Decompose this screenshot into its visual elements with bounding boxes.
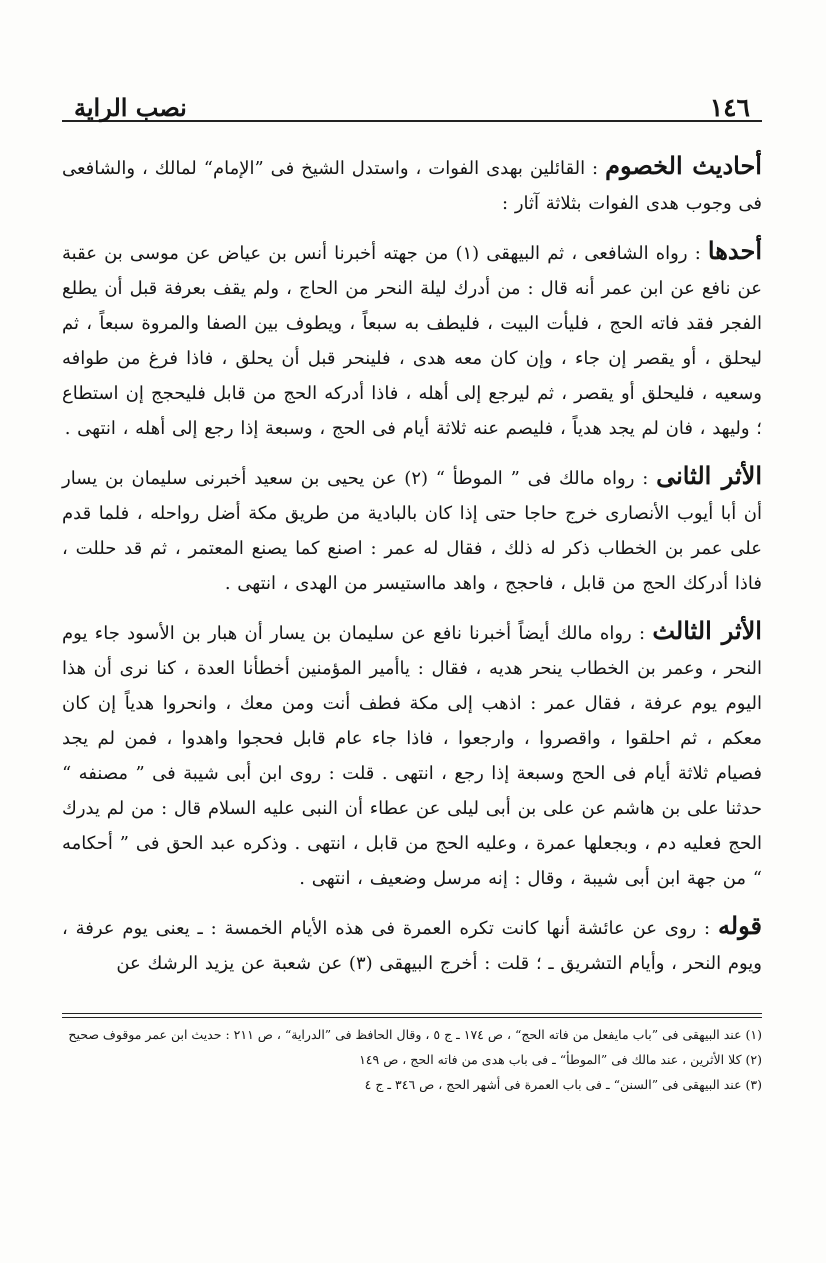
paragraph-heading: أحدها	[707, 236, 762, 265]
page-header	[62, 78, 762, 122]
paragraph-third-athar	[62, 613, 762, 896]
book-page	[62, 78, 763, 1092]
paragraph-text: : رواه الشافعى ، ثم البيهقى (١) من جهته أخبرنا أنس بن عياض عن موسى بن عقبة عن نافع عن ابن عمر أنه قال : من أدرك ليلة النحر من الحاج ، ولم يقف بعرفة قبل أن يطلع الفجر فقد فاته الحج ، فليأت البيت ، فليطف به سبعاً ، ويطوف بين الصفا والمروة سبعاً ، ثم ليحلق ، أو يقصر إن جاء ، وإن كان معه هدى ، فلينحر قبل أن يحلق ، فاذا فرغ من طوافه وسعيه ، فليحلق أو يقصر ، ثم ليرجع إلى أهله ، فاذا أدركه الحج من قابل فليحجج إن استطاع ؛ وليهد ، فان لم يجد هدياً ، فليصم عنه ثلاثة أيام فى الحج ، وسبعة إذا رجع إلى أهله ، انتهى .	[62, 243, 762, 439]
paragraph-text: : روى عن عائشة أنها كانت تكره العمرة فى هذه الأيام الخمسة : ـ يعنى يوم عرفة ، ويوم النحر ، وأيام التشريق ـ ؛ قلت : أخرج البيهقى (٣) عن شعبة عن يزيد الرشك عن	[62, 918, 762, 974]
paragraph-second-athar	[62, 458, 762, 601]
paragraph-heading: قوله	[717, 911, 762, 940]
page-body	[62, 148, 762, 981]
running-title: نصب الراية	[74, 93, 187, 122]
page-number: ١٤٦	[709, 93, 750, 122]
paragraph-text: : رواه مالك فى ” الموطأ “ (٢) عن يحيى بن سعيد أخبرنى سليمان بن يسار أن أبا أيوب الأنصارى خرج حاجا حتى إذا كان بالبادية من طريق مكة أضل رواحله ، فلما قدم على عمر بن الخطاب ذكر له ذلك ، فقال له عمر : اصنع كما يصنع المعتمر ، ثم قد حللت ، فاذا أدركك الحج من قابل ، فاحجج ، واهد مااستيسر من الهدى ، انتهى .	[62, 468, 762, 594]
footnote-2: (٢) كلا الأثرين ، عند مالك فى ”الموطأ“ ـ فى باب هدى من فاته الحج ، ص ١٤٩	[359, 1052, 762, 1067]
paragraph-opponents-hadiths	[62, 148, 762, 221]
paragraph-heading: الأثر الثانى	[656, 461, 763, 490]
footnotes	[62, 1013, 762, 1097]
paragraph-heading: أحاديث الخصوم	[605, 151, 762, 180]
paragraph-first-athar	[62, 233, 762, 446]
paragraph-heading: الأثر الثالث	[652, 616, 762, 645]
footnote-1: (١) عند البيهقى فى ”باب مايفعل من فاته الحج“ ، ص ١٧٤ ـ ج ٥ ، وقال الحافظ فى ”الدراية“ ، ص ٢١١ : حديث ابن عمر موقوف صحيح	[68, 1027, 762, 1042]
paragraph-qawluhu	[62, 908, 762, 981]
paragraph-text: : القائلين بهدى الفوات ، واستدل الشيخ فى ”الإمام“ لمالك ، والشافعى فى وجوب هدى الفوات بثلاثة آثار :	[62, 158, 762, 214]
paragraph-text: : رواه مالك أيضاً أخبرنا نافع عن سليمان بن يسار أن هبار بن الأسود جاء يوم النحر ، وعمر بن الخطاب ينحر هديه ، فقال : ياأمير المؤمنين أخطأنا العدة ، كنا نرى أن هذا اليوم يوم عرفة ، فقال عمر : اذهب إلى مكة فطف أنت ومن معك ، وانحروا هدياً إن كان معكم ، ثم احلقوا ، واقصروا ، وارجعوا ، فاذا جاء عام قابل فحجوا واهدوا ، فمن لم يجد فصيام ثلاثة أيام فى الحج وسبعة إذا رجع ، انتهى . قلت : روى ابن أبى شيبة فى ” مصنفه “ حدثنا على بن هاشم عن على بن أبى ليلى عن عطاء أن النبى عليه السلام قال : من لم يدرك الحج فعليه دم ، وبجعلها عمرة ، وعليه الحج من قابل ، انتهى . وذكره عبد الحق فى ” أحكامه “ من جهة ابن أبى شيبة ، وقال : إنه مرسل وضعيف ، انتهى .	[62, 623, 763, 889]
footnote-3: (٣) عند البيهقى فى ”السنن“ ـ فى باب العمرة فى أشهر الحج ، ص ٣٤٦ ـ ج ٤	[364, 1077, 762, 1092]
